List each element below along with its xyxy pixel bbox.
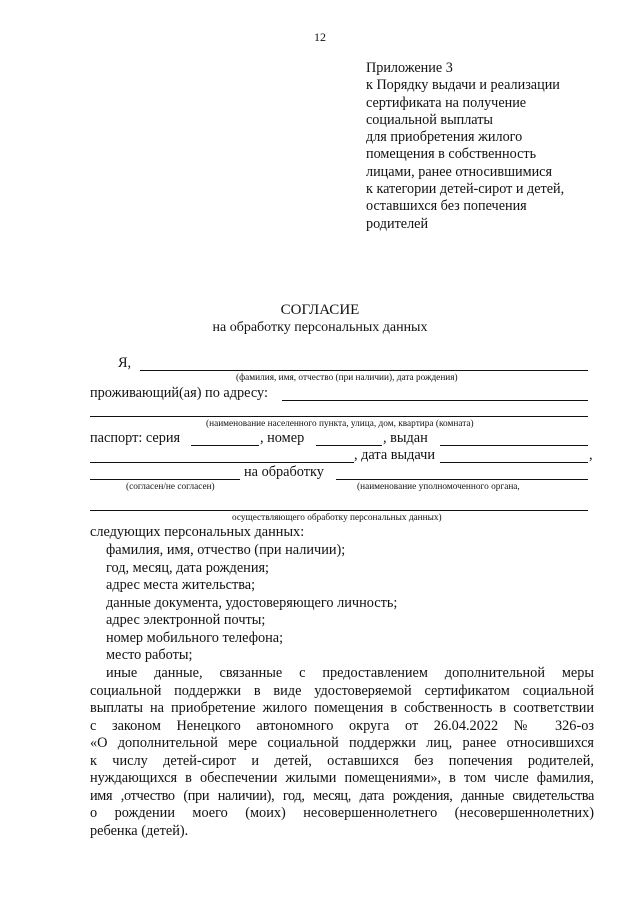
data-item: место работы; xyxy=(106,647,193,663)
paragraph-last-line: ребенка (детей). xyxy=(90,823,189,839)
data-item: номер мобильного телефона; xyxy=(106,630,284,646)
passport-number-label: , номер xyxy=(260,430,305,446)
operator-hint: осуществляющего обработку персональных данных) xyxy=(232,513,442,523)
appendix-line: социальной выплаты xyxy=(366,111,493,128)
appendix-line: помещения в собственность xyxy=(366,146,537,163)
appendix-line: оставшихся без попечения xyxy=(366,198,527,215)
paragraph-line: с законом Ненецкого автономного округа от 26.04.2022 № 326-оз xyxy=(90,718,594,734)
address-field-line[interactable] xyxy=(282,400,588,401)
passport-series-field[interactable] xyxy=(191,445,259,446)
data-item: адрес места жительства; xyxy=(106,577,256,593)
passport-series-label: паспорт: серия xyxy=(90,430,181,446)
data-item: адрес электронной почты; xyxy=(106,612,266,628)
appendix-line: для приобретения жилого xyxy=(366,129,523,146)
page-number: 12 xyxy=(314,30,326,44)
address-field-line-2[interactable] xyxy=(90,416,588,417)
appendix-line: родителей xyxy=(366,215,429,232)
document-subtitle: на обработку персональных данных xyxy=(212,320,428,335)
paragraph-line: нуждающихся в обеспечении жилыми помещениями», в том числе фамилия, xyxy=(90,770,594,786)
authority-hint: (наименование уполномоченного органа, xyxy=(357,482,520,492)
passport-issued-field-2[interactable] xyxy=(90,462,354,463)
trailing-comma: , xyxy=(589,447,593,463)
appendix-block xyxy=(366,60,564,233)
paragraph-line: о рождении моего (моих) несовершеннолетнего (несовершеннолетних) xyxy=(90,805,594,821)
data-intro: следующих персональных данных: xyxy=(90,524,305,540)
data-item: фамилия, имя, отчество (при наличии); xyxy=(106,542,346,558)
appendix-line: лицами, ранее относившимися xyxy=(366,163,552,180)
paragraph-line: выплаты на приобретение жилого помещения в собственность в соответствии xyxy=(90,700,594,716)
paragraph-line: к числу детей-сирот и детей, оставшихся без попечения родителей, xyxy=(90,753,594,769)
fio-field-line[interactable] xyxy=(140,370,588,371)
appendix-line: Приложение 3 xyxy=(366,60,453,76)
consent-hint: (согласен/не согласен) xyxy=(126,482,215,492)
data-item: данные документа, удостоверяющего личность; xyxy=(106,595,398,611)
processing-label: на обработку xyxy=(244,464,324,480)
paragraph-line: социальной поддержки в виде удостоверяемой сертификатом социальной xyxy=(90,683,594,699)
appendix-line: к Порядку выдачи и реализации xyxy=(366,77,560,94)
passport-issued-field[interactable] xyxy=(440,445,588,446)
appendix-line: сертификата на получение xyxy=(366,94,527,111)
passport-number-field[interactable] xyxy=(316,445,382,446)
appendix-line: к категории детей-сирот и детей, xyxy=(366,181,565,198)
consent-field[interactable] xyxy=(90,479,240,480)
data-item: год, месяц, дата рождения; xyxy=(106,560,270,576)
authority-field[interactable] xyxy=(336,479,588,480)
paragraph-line: имя ,отчество (при наличии), год, месяц, дата рождения, данные свидетельства xyxy=(90,788,594,804)
passport-issued-label: , выдан xyxy=(383,430,428,446)
operator-field[interactable] xyxy=(90,510,588,511)
paragraph-line: иные данные, связанные с предоставлением дополнительной меры xyxy=(106,665,594,681)
address-label: проживающий(ая) по адресу: xyxy=(90,385,268,401)
date-issued-label: , дата выдачи xyxy=(354,447,435,463)
address-hint: (наименование населенного пункта, улица, дом, квартира (комната) xyxy=(206,419,474,429)
paragraph-line: «О дополнительной мере социальной поддержки лиц, ранее относившихся xyxy=(90,735,594,751)
fio-hint: (фамилия, имя, отчество (при наличии), дата рождения) xyxy=(236,373,458,383)
date-issued-field[interactable] xyxy=(440,462,588,463)
document-title: СОГЛАСИЕ xyxy=(280,302,360,318)
ya-label: Я, xyxy=(118,355,132,371)
